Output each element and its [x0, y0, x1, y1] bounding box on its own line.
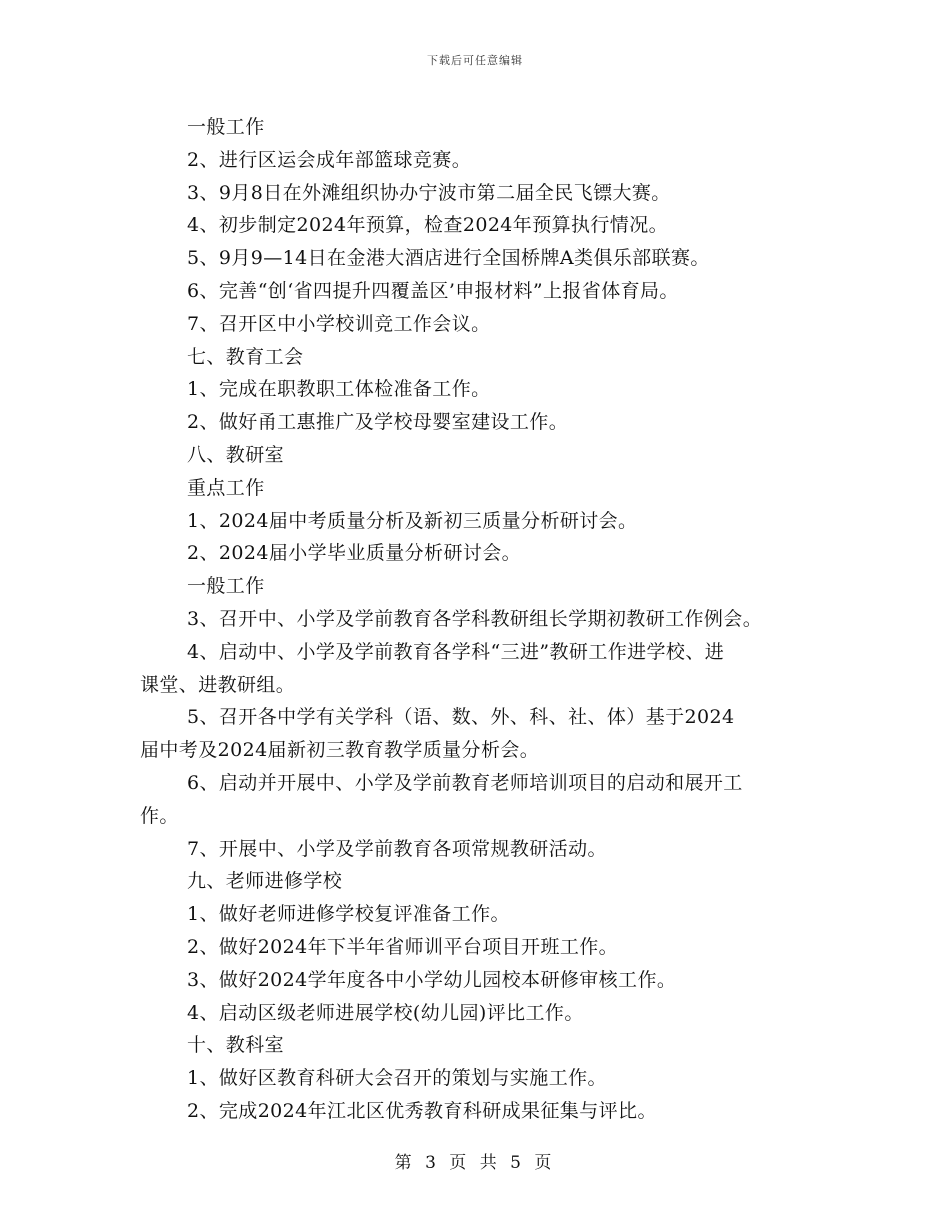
text-line: 1、做好区教育科研大会召开的策划与实施工作。 — [187, 1067, 607, 1090]
text-line: 4、启动中、小学及学前教育各学科“三进”教研工作进学校、进 — [187, 640, 725, 663]
text-line: 届中考及2024届新初三教育教学质量分析会。 — [140, 739, 540, 762]
text-line: 4、初步制定2024年预算，检查2024年预算执行情况。 — [187, 214, 668, 237]
text-line: 2、做好甬工惠推广及学校母婴室建设工作。 — [187, 411, 569, 434]
text-line: 6、启动并开展中、小学及学前教育老师培训项目的启动和展开工 — [187, 771, 743, 794]
text-line: 5、9月9—14日在金港大酒店进行全国桥牌A类俱乐部联赛。 — [187, 247, 710, 270]
text-line: 七、教育工会 — [187, 345, 304, 368]
text-line: 7、开展中、小学及学前教育各项常规教研活动。 — [187, 837, 607, 860]
text-line: 5、召开各中学有关学科（语、数、外、科、社、体）基于2024 — [187, 706, 735, 729]
text-line: 3、做好2024学年度各中小学幼儿园校本研修审核工作。 — [187, 968, 677, 991]
text-line: 作。 — [140, 804, 179, 827]
text-line: 1、完成在职教职工体检准备工作。 — [187, 378, 491, 401]
document-body — [140, 111, 820, 1128]
text-line: 八、教研室 — [187, 443, 285, 466]
text-line: 2、做好2024年下半年省师训平台项目开班工作。 — [187, 935, 619, 958]
text-line: 九、老师进修学校 — [187, 870, 343, 893]
text-line: 1、做好老师进修学校复评准备工作。 — [187, 903, 510, 926]
text-line: 7、召开区中小学校训竞工作会议。 — [187, 312, 491, 335]
text-line: 6、完善“创‘省四提升四覆盖区’申报材料”上报省体育局。 — [187, 279, 679, 302]
text-line: 2、完成2024年江北区优秀教育科研成果征集与评比。 — [187, 1099, 657, 1122]
text-line: 3、召开中、小学及学前教育各学科教研组长学期初教研工作例会。 — [187, 607, 763, 630]
text-line: 2、进行区运会成年部篮球竞赛。 — [187, 148, 472, 171]
text-line: 一般工作 — [187, 575, 265, 598]
text-line: 课堂、进教研组。 — [140, 673, 296, 696]
text-line: 重点工作 — [187, 476, 265, 499]
text-line: 2、2024届小学毕业质量分析研讨会。 — [187, 542, 522, 565]
text-line: 3、9月8日在外滩组织协办宁波市第二届全民飞镖大赛。 — [187, 181, 671, 204]
text-line: 4、启动区级老师进展学校(幼儿园)评比工作。 — [187, 1001, 584, 1024]
text-line: 十、教科室 — [187, 1034, 285, 1057]
text-line: 一般工作 — [187, 116, 265, 138]
page-footer: 第 3 页 共 5 页 — [394, 1153, 556, 1173]
text-line: 1、2024届中考质量分析及新初三质量分析研讨会。 — [187, 509, 638, 532]
page-header: 下载后可任意编辑 — [427, 54, 523, 67]
